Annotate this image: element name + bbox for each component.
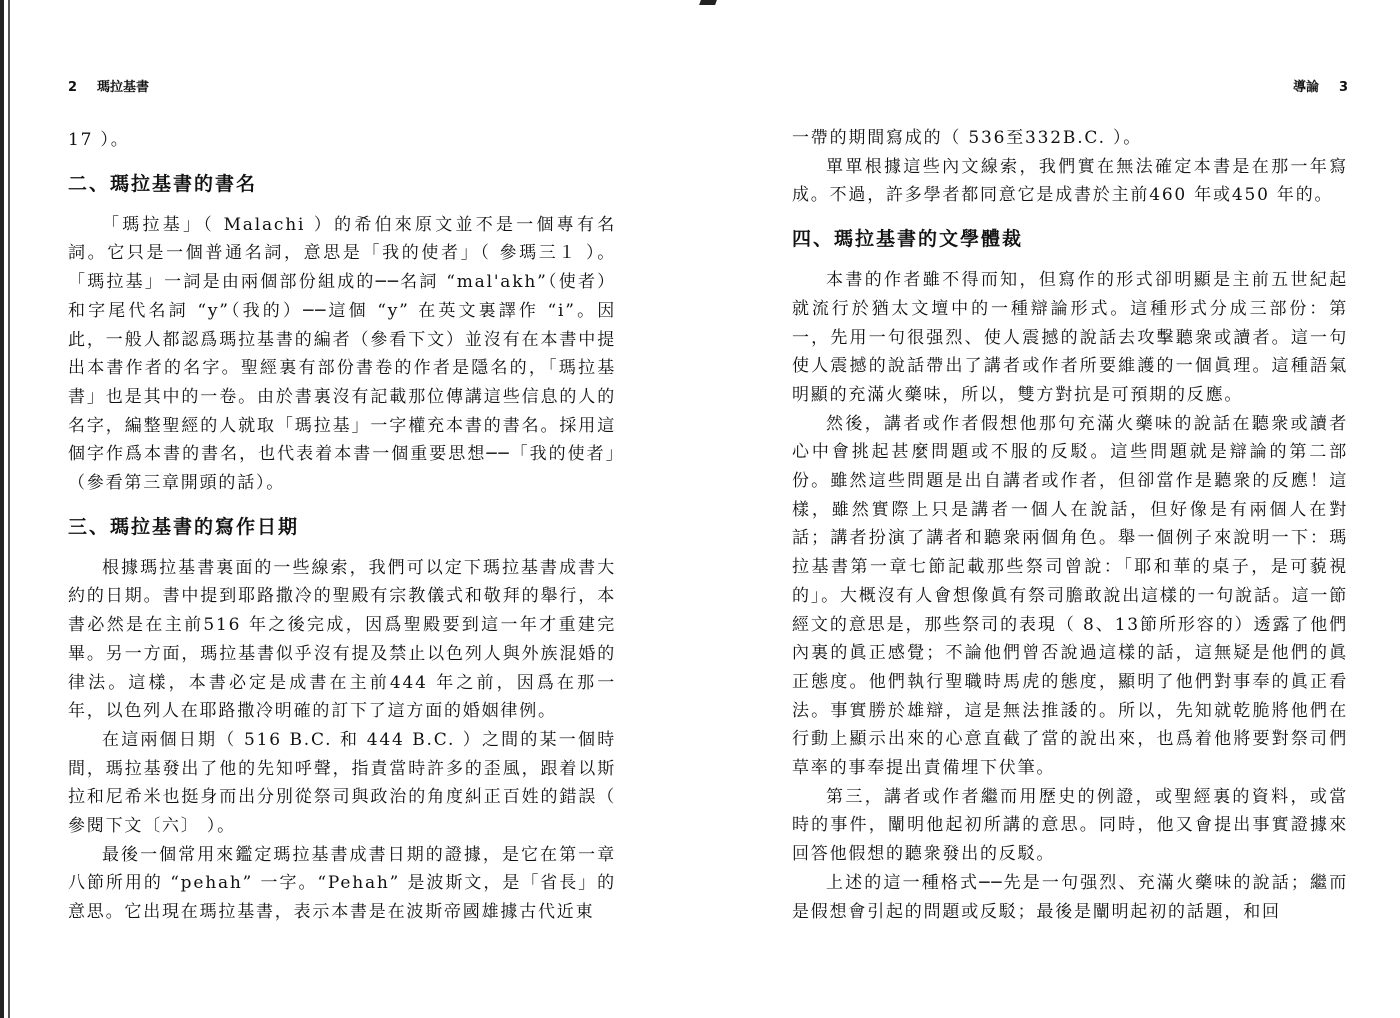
- right-body: [792, 124, 1348, 926]
- page-edge-line: [8, 0, 10, 1018]
- right-page-number: 3: [1338, 80, 1348, 95]
- continuation-text: 17 ）。: [68, 130, 130, 150]
- right-running-head: [1293, 76, 1348, 95]
- paragraph: 在這兩個日期（ 516 B.C. 和 444 B.C. ）之間的某一個時間，瑪拉基發出了他的先知呼聲，指責當時許多的歪風，跟着以斯拉和尼希米也挺身而出分別從祭司與政治的角度糾正百姓的錯誤（ 參閱下文〔六〕 ）。: [68, 729, 616, 837]
- left-body: [68, 126, 616, 927]
- paragraph: 「瑪拉基」（ Malachi ）的希伯來原文並不是一個專有名詞。它只是一個普通名詞，意思是「我的使者」（ 參瑪三１ ）。「瑪拉基」一詞是由兩個部份組成的──名詞 “mal'akh”（使者）和字尾代名詞 “y”（我的）──這個 “y” 在英文裏譯作 “i”。因此，一般人都認爲瑪拉基書的編者（參看下文）並沒有在本書中提出本書作者的名字。聖經裏有部份書卷的作者是隱名的，「瑪拉基書」也是其中的一卷。由於書裏沒有記載那位傳講這些信息的人的名字，編整聖經的人就取「瑪拉基」一字權充本書的書名。採用這個字作爲本書的書名，也代表着本書一個重要思想──「我的使者」（參看第三章開頭的話）。: [68, 214, 616, 494]
- continuation-text: 一帶的期間寫成的（ 536至332B.C. ）。: [792, 128, 1143, 148]
- paragraph: 然後，講者或作者假想他那句充滿火藥味的說話在聽衆或讀者心中會挑起甚麼問題或不服的反駁。這些問題就是辯論的第二部份。雖然這些問題是出自講者或作者，但卻當作是聽衆的反應！這樣，雖然實際上只是講者一個人在說話，但好像是有兩個人在對話；講者扮演了講者和聽衆兩個角色。舉一個例子來說明一下：瑪拉基書第一章七節記載那些祭司曾說：「耶和華的桌子，是可藐視的」。大概沒有人會想像眞有祭司膽敢說出這樣的一句說話。這一節經文的意思是，那些祭司的表現（ 8、13節所形容的）透露了他們內裏的眞正感覺；不論他們曾否說過這樣的話，這無疑是他們的眞正態度。他們執行聖職時馬虎的態度，顯明了他們對事奉的眞正看法。事實勝於雄辯，這是無法推諉的。所以，先知就乾脆將他們在行動上顯示出來的心意直截了當的說出來，也爲着他將要對祭司們草率的事奉提出責備埋下伏筆。: [792, 413, 1348, 779]
- left-page: [68, 0, 616, 1018]
- scan-mark: [699, 0, 717, 5]
- section-heading: 四、瑪拉基書的文學體裁: [792, 228, 1024, 251]
- left-running-head: [68, 76, 149, 95]
- paragraph: 第三，講者或作者繼而用歷史的例證，或聖經裏的資料，或當時的事件，闡明他起初所講的意思。同時，他又會提出事實證據來回答他假想的聽衆發出的反駁。: [792, 786, 1348, 865]
- right-page: [792, 0, 1348, 1018]
- paragraph: 本書的作者雖不得而知，但寫作的形式卻明顯是主前五世紀起就流行於猶太文壇中的一種辯論形式。這種形式分成三部份：第一，先用一句很强烈、使人震撼的說話去攻擊聽衆或讀者。這一句使人震撼的說話帶出了講者或作者所要維護的一個眞理。這種語氣明顯的充滿火藥味，所以，雙方對抗是可預期的反應。: [792, 270, 1348, 405]
- left-running-title: 瑪拉基書: [97, 80, 150, 95]
- paragraph: 最後一個常用來鑑定瑪拉基書成書日期的證據，是它在第一章八節所用的 “pehah” 一字。“Pehah” 是波斯文，是「省長」的意思。它出現在瑪拉基書，表示本書是在波斯帝國雄據古代近東: [68, 844, 616, 923]
- right-running-title: 導論: [1292, 80, 1319, 95]
- paragraph: 根據瑪拉基書裏面的一些線索，我們可以定下瑪拉基書成書大約的日期。書中提到耶路撒冷的聖殿有宗教儀式和敬拜的舉行，本書必然是在主前516 年之後完成，因爲聖殿要到這一年才重建完畢。另一方面，瑪拉基書似乎沒有提及禁止以色列人與外族混婚的律法。這樣，本書必定是成書在主前444 年之前，因爲在那一年，以色列人在耶路撒冷明確的訂下了這方面的婚姻律例。: [68, 557, 616, 722]
- paragraph: 上述的這一種格式──先是一句强烈、充滿火藥味的說話；繼而是假想會引起的問題或反駁；最後是闡明起初的話題，和回: [792, 872, 1348, 922]
- page-edge-shadow: [0, 0, 4, 1018]
- section-heading: 三、瑪拉基書的寫作日期: [68, 515, 300, 538]
- section-heading: 二、瑪拉基書的書名: [68, 172, 258, 195]
- left-page-number: 2: [68, 80, 78, 95]
- paragraph: 單單根據這些內文線索，我們實在無法確定本書是在那一年寫成。不過，許多學者都同意它是成書於主前460 年或450 年的。: [792, 156, 1348, 206]
